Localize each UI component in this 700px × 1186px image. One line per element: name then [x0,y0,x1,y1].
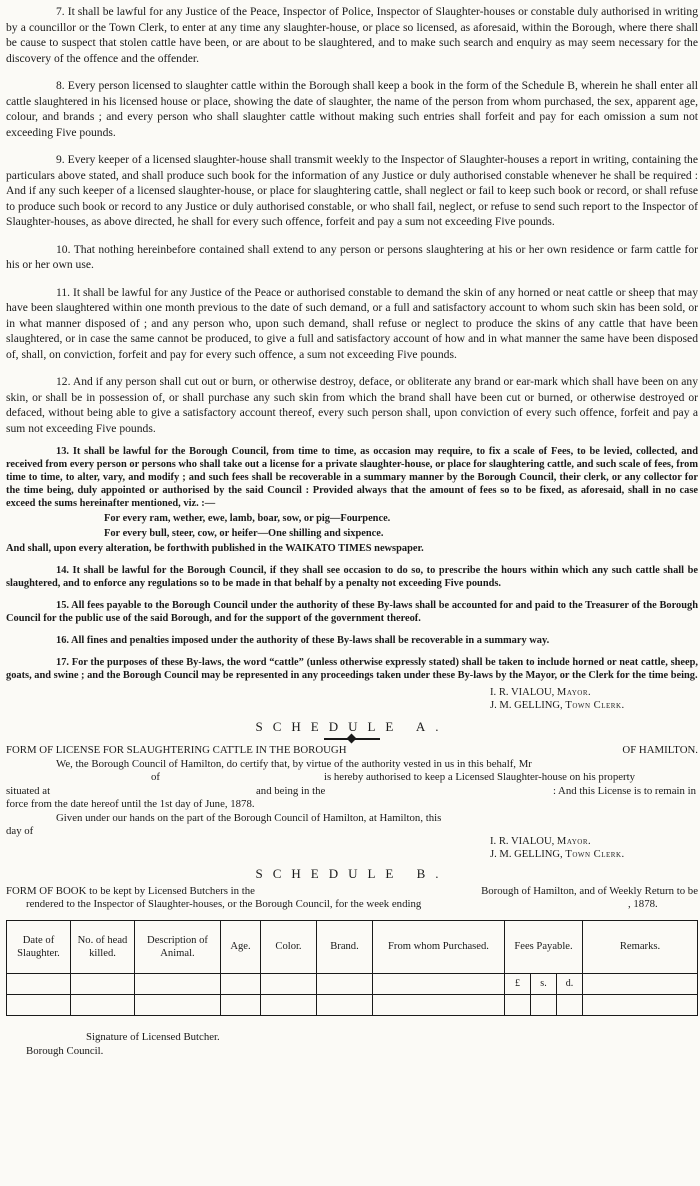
money-pounds: £ [505,973,531,994]
bylaw-paragraph-14: 14. It shall be lawful for the Borough Council, if they shall see occasion to do so, to prescribe the hours within which any such cattle shall be slaughtered, and to enforce any regulations so to be made in that behalf by a penalty not exceeding Five pounds. [6,565,698,589]
signature-title: Mayor. [556,835,592,847]
publication-notice: And shall, upon every alteration, be forthwith published in the WAIKATO TIMES newspaper. [6,543,424,554]
schedule-a-line-3-being: and being in the [256,784,326,797]
signature-name: J. M. GELLING, [490,848,563,860]
bylaw-paragraph-7: 7. It shall be lawful for any Justice of the Peace, Inspector of Police, Inspector of Slaughter-houses or constable duly authorised in writing by a councillor or the Town Clerk, to enter at any time any slaughter-house, or place so licensed, as aforesaid, within the Borough, where there shall be cause to suspect that stolen cattle have been, or are about to be slaughtered, and to make such search and enquiry as may seem necessary for the discovery of the offence and the offender. [6,5,698,65]
schedule-a-line-4: force from the date hereof until the 1st day of June, 1878. [6,798,255,810]
fee-line-large-stock: For every bull, steer, cow, or heifer—One shilling and sixpence. [104,528,384,539]
schedule-b-line-1-right: Borough of Hamilton, and of Weekly Return to be [481,884,698,897]
column-header: Age. [221,920,261,973]
bylaw-paragraph-9: 9. Every keeper of a licensed slaughter-house shall transmit weekly to the Inspector of Slaughter-houses a report in writing, containing the particulars above stated, and shall produce such book for the information of any Justice or duly authorised constable whenever he shall be required : And if any such keeper of a licensed slaughter-house, or place for slaughtering cattle, shall neglect or fail to keep such book or record, or shall refuse to produce such book or record to any Justice or duly authorised constable, or who shall fail, neglect, or refuse to send such report to the Inspector of Slaughter-houses, as above directed, he shall for every such offence, forfeit and pay a sum not exceeding Five pounds. [6,153,698,228]
column-header: Remarks. [583,920,698,973]
bylaw-paragraph-12: 12. And if any person shall cut out or burn, or otherwise destroy, deface, or obliterate any brand or ear-mark which shall have been on any skin, or shall be in possession of, or shall purchase any such skin from which the brand shall have been cut or burned, or otherwise destroyed or defaced, without being able to give a satisfactory account thereof, every such person shall, upon conviction of every such offence, forfeit and pay a sum not exceeding Five pounds. [6,375,698,435]
table-row [7,973,698,994]
butcher-signature-line: Signature of Licensed Butcher. [86,1030,220,1043]
schedule-a-heading-left: FORM OF LICENSE FOR SLAUGHTERING CATTLE IN THE BOROUGH [6,744,347,756]
table-row [7,994,698,1015]
signature-title: Town Clerk. [565,700,625,711]
schedule-a-line-1: We, the Borough Council of Hamilton, do certify that, by virtue of the authority vested in us in this behalf, Mr [56,757,532,770]
signature-title: Town Clerk. [565,848,625,860]
bylaw-paragraph-17: 17. For the purposes of these By-laws, the word “cattle” (unless otherwise expressly stated) shall be taken to include horned or neat cattle, sheep, goats, and swine ; and the Borough Council may be represented in any proceedings taken under these By-laws by the Mayor, or the Clerk for the time being. [6,657,698,681]
borough-council-line: Borough Council. [26,1044,104,1057]
column-header: Description of Animal. [135,920,221,973]
money-shillings: s. [531,973,557,994]
signature-name: I. R. VIALOU, [490,687,555,698]
signature-town-clerk [490,699,698,712]
schedule-a-signature-town-clerk [490,848,698,861]
schedule-a-title: SCHEDULE A. [255,719,449,734]
schedule-a-line-3 [6,785,698,799]
section-rule [324,738,380,740]
schedule-a-line-6: day of [6,825,34,837]
schedule-a-line-3-situated: situated at [6,784,51,797]
column-header: Color. [261,920,317,973]
column-header: No. of head killed. [71,920,135,973]
signature-name: J. M. GELLING, [490,700,563,711]
schedule-b-line-2 [6,898,698,912]
schedule-b-line-1-left: FORM OF BOOK to be kept by Licensed Butchers in the [6,884,255,897]
schedule-b-line-2-year: , 1878. [628,898,658,910]
schedule-b-title: SCHEDULE B. [255,865,449,881]
schedule-a-line-3-remain: : And this License is to remain in [552,784,696,797]
bylaw-paragraph-15: 15. All fees payable to the Borough Council under the authority of these By-laws shall be accounted for and paid to the Treasurer of the Borough Council for the public use of the said Borough, and for the support of the government thereof. [6,600,698,624]
schedule-a-line-2-text: is hereby authorised to keep a Licensed Slaughter-house on his property [324,771,636,783]
bylaw-paragraph-16: 16. All fines and penalties imposed under the authority of these By-laws shall be recoverable in a summary way. [56,635,550,646]
schedule-a-line-2-of: of [151,771,160,783]
schedule-a-heading-right: OF HAMILTON. [622,744,698,756]
signature-mayor [490,686,698,699]
schedule-b-line-2-text: rendered to the Inspector of Slaughter-houses, or the Borough Council, for the week ending [26,898,422,910]
fee-line-small-stock: For every ram, wether, ewe, lamb, boar, sow, or pig—Fourpence. [104,513,391,524]
table-header-row [7,920,698,973]
bylaw-paragraph-8: 8. Every person licensed to slaughter cattle within the Borough shall keep a book in the form of the Schedule B, wherein he shall enter all cattle slaughtered in his licensed house or place, showing the date of slaughter, the name of the person from whom purchased, the sex, apparent age, colour, and brands ; and every person who shall slaughter cattle without making such entries shall forfeit and pay for each omission a sum not exceeding Five pounds. [6,79,698,139]
column-header: Fees Payable. [505,920,583,973]
schedule-a-signature-mayor [490,835,698,848]
column-header: Date of Slaughter. [7,920,71,973]
schedule-a-line-5: Given under our hands on the part of the Borough Council of Hamilton, at Hamilton, this [56,811,442,824]
slaughter-return-table [6,920,698,1016]
schedule-b-footer [6,1030,698,1058]
column-header: Brand. [317,920,373,973]
money-pence: d. [557,973,583,994]
bylaw-paragraph-11: 11. It shall be lawful for any Justice of the Peace or authorised constable to demand the skin of any horned or neat cattle or sheep that may have been slaughtered within one month previous to the date of such demand, or a full and satisfactory account to whom such skin has been sold, or in what manner disposed of ; and any person who, upon such demand, shall refuse or neglect to produce the skins of any cattle that have been slaughtered, or in case the same cannot be produced, to give a full and satisfactory account of how and in what manner the same have been disposed of, shall, on conviction, forfeit and pay for every such offence, a sum not exceeding Five pounds. [6,285,698,361]
column-header: From whom Purchased. [373,920,505,973]
schedule-b-line-1 [6,885,698,899]
bylaw-paragraph-10: 10. That nothing hereinbefore contained shall extend to any person or persons slaughtering at his or her own residence or farm cattle for his or her own use. [6,242,698,271]
bylaw-paragraph-13: 13. It shall be lawful for the Borough Council, from time to time, as occasion may require, to fix a scale of Fees, to be levied, collected, and received from every person or persons who shall take out a license for a private slaughter-house, or place for slaughtering cattle, and such scale of fees, from time to time, to alter, vary, and modify ; and such fees shall be recoverable in a summary manner by the Borough Council, their clerk, or any collector for the time being, duly appointed or authorised by the said Council : Provided always that the amount of fees so to be fixed, as aforesaid, shall in no case exceed the sums hereinafter mentioned, viz. :— [6,446,698,509]
schedule-a-line-2 [6,771,698,785]
signature-name: I. R. VIALOU, [490,835,555,847]
signature-title: Mayor. [556,687,592,698]
schedule-a-heading [6,744,698,758]
